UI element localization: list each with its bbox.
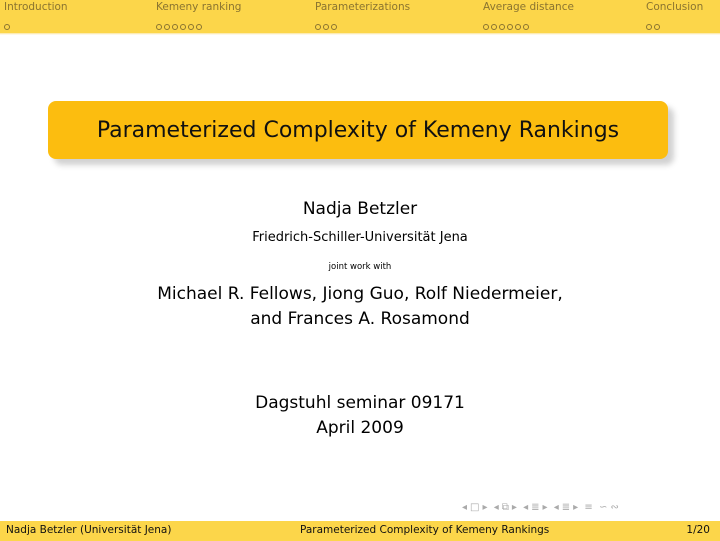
footer-title: Parameterized Complexity of Kemeny Rankings <box>300 524 550 536</box>
coauthors-line-2: and Frances A. Rosamond <box>250 309 470 329</box>
nav-section-label[interactable]: Conclusion <box>646 1 704 13</box>
slide-dot[interactable] <box>331 24 337 30</box>
footer-author: Nadja Betzler (Universität Jena) <box>6 524 172 536</box>
nav-section-label[interactable]: Introduction <box>4 1 68 13</box>
slide-dot[interactable] <box>499 24 505 30</box>
slide-dot[interactable] <box>156 24 162 30</box>
nav-dots <box>156 15 241 25</box>
institution: Friedrich-Schiller-Universität Jena <box>252 230 468 245</box>
left-arrow-icon[interactable]: ◂ <box>523 502 529 513</box>
right-arrow-icon[interactable]: ▸ <box>542 502 548 513</box>
nav-section-introduction[interactable] <box>4 1 68 25</box>
slide-dot[interactable] <box>188 24 194 30</box>
frame-icon[interactable]: □ <box>470 502 480 513</box>
coauthors-line-1: Michael R. Fellows, Jiong Guo, Rolf Niedermeier, <box>157 284 563 304</box>
slide-dot[interactable] <box>523 24 529 30</box>
slide-dot[interactable] <box>507 24 513 30</box>
title-box <box>48 101 668 159</box>
navigation-symbols <box>462 502 622 516</box>
nav-section-kemeny-ranking[interactable] <box>156 1 241 25</box>
nav-dots <box>646 15 703 25</box>
slide-dot[interactable] <box>323 24 329 30</box>
event-name: Dagstuhl seminar 09171 <box>255 393 465 413</box>
nav-section-average-distance[interactable] <box>483 1 574 25</box>
left-arrow-icon[interactable]: ◂ <box>553 502 559 513</box>
right-arrow-icon[interactable]: ▸ <box>511 502 517 513</box>
nav-section-label[interactable]: Average distance <box>483 1 574 13</box>
slide-dot[interactable] <box>483 24 489 30</box>
author-name: Nadja Betzler <box>302 199 418 219</box>
nav-dots <box>483 15 574 25</box>
slide-dot[interactable] <box>180 24 186 30</box>
search-icon[interactable]: ∽ ∾ <box>598 502 619 513</box>
left-arrow-icon[interactable]: ◂ <box>493 502 499 513</box>
slide-dot[interactable] <box>646 24 652 30</box>
nav-dots <box>315 15 410 25</box>
slide-dot[interactable] <box>315 24 321 30</box>
right-arrow-icon[interactable]: ▸ <box>482 502 488 513</box>
footer-bar <box>0 521 720 541</box>
slide-title: Parameterized Complexity of Kemeny Rankings <box>96 117 620 143</box>
nav-separator <box>0 33 720 35</box>
event-date: April 2009 <box>316 418 404 438</box>
slide-dot[interactable] <box>515 24 521 30</box>
nav-section-parameterizations[interactable] <box>315 1 410 25</box>
slide-dot[interactable] <box>164 24 170 30</box>
slide-dot[interactable] <box>654 24 660 30</box>
nav-section-label[interactable]: Kemeny ranking <box>156 1 242 13</box>
subsection-icon[interactable]: ⧉ <box>501 502 509 513</box>
slide-dot[interactable] <box>172 24 178 30</box>
equiv-icon[interactable]: ≡ <box>584 502 593 513</box>
right-arrow-icon[interactable]: ▸ <box>573 502 579 513</box>
nav-section-conclusion[interactable] <box>646 1 703 25</box>
nav-section-label[interactable]: Parameterizations <box>315 1 411 13</box>
section-icon[interactable]: ≣ <box>531 502 540 513</box>
section-navigation-bar <box>0 0 720 33</box>
left-arrow-icon[interactable]: ◂ <box>462 502 468 513</box>
slide-dot[interactable] <box>491 24 497 30</box>
slide-dot[interactable] <box>196 24 202 30</box>
joint-work-note: joint work with <box>328 262 392 272</box>
slide-dot[interactable] <box>4 24 10 30</box>
page-number: 1/20 <box>686 524 710 536</box>
section-icon[interactable]: ≣ <box>561 502 571 513</box>
nav-dots <box>4 15 68 25</box>
